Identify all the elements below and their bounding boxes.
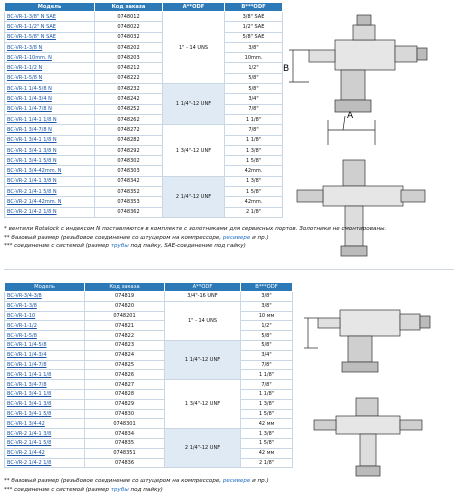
system-connection-size: 7/8" xyxy=(241,380,293,390)
header-b-odf: B***ODF xyxy=(225,3,283,12)
model-link[interactable]: BC-VR-1-3/8" N SAE xyxy=(5,12,95,22)
model-link[interactable]: BC-VR-2 1/4-42 xyxy=(5,448,85,458)
order-code: 0748272 xyxy=(95,125,163,135)
order-code: 0748032 xyxy=(95,32,163,42)
model-link[interactable]: BC-VR-1-1/2 xyxy=(5,321,85,331)
model-link[interactable]: BC-VR-1 3/4-1 1/8 xyxy=(5,389,85,399)
table-row xyxy=(5,389,293,399)
order-code: 074823 xyxy=(85,340,165,350)
model-link[interactable]: BC-VR-2 1/4-42mm. N xyxy=(5,197,95,207)
order-code: 0748352 xyxy=(95,187,163,197)
model-link[interactable]: BC-VR-2 1/4-1 3/8 xyxy=(5,429,85,439)
system-connection-size: 1 3/8" xyxy=(241,399,293,409)
model-link[interactable]: BC-VR-1-1/2" N SAE xyxy=(5,22,95,32)
order-code: 0748012 xyxy=(95,12,163,22)
valve-drawing-bottom xyxy=(300,290,450,480)
system-connection-size: 1/2" SAE xyxy=(225,22,283,32)
base-thread-size: 3/4"-16 UNF xyxy=(165,292,241,302)
system-connection-size: 1 1/8" xyxy=(241,370,293,380)
system-connection-size: 5/8" xyxy=(241,331,293,341)
model-link[interactable]: BC-VR-1-5/8 N xyxy=(5,73,95,83)
model-link[interactable]: BC-VR-1-5/8 xyxy=(5,331,85,341)
table-row xyxy=(5,22,283,32)
base-thread-size: 1 3/4"-12 UNF xyxy=(165,380,241,429)
table-row xyxy=(5,419,293,429)
system-connection-size: 1 1/8" xyxy=(225,135,283,145)
model-link[interactable]: BC-VR-1 1/4-1 1/8 xyxy=(5,370,85,380)
notes-block-2 xyxy=(4,477,454,494)
table-row xyxy=(5,207,283,217)
model-link[interactable]: BC-VR-2 1/4-1 5/8 xyxy=(5,438,85,448)
order-code: 0748242 xyxy=(95,94,163,104)
system-connection-size: 1 1/8" xyxy=(241,389,293,399)
table-row xyxy=(5,84,283,94)
table-row xyxy=(5,301,293,311)
table-row xyxy=(5,156,283,166)
table-header-row xyxy=(5,283,293,292)
rotalock-table xyxy=(4,282,293,468)
table-header-row xyxy=(5,3,283,12)
system-connection-size: 1 5/8" xyxy=(225,156,283,166)
system-connection-size: 42mm. xyxy=(225,166,283,176)
order-code: 0748232 xyxy=(95,84,163,94)
note-base-size: ** базовый размер (резьбовое соединение со штуцером на компрессоре, ресивере и пр.) xyxy=(4,478,269,484)
system-connection-size: 3/8" xyxy=(225,42,283,52)
table-row xyxy=(5,331,293,341)
order-code: 0748222 xyxy=(95,73,163,83)
table-row xyxy=(5,311,293,321)
base-thread-size: 1" - 14 UNS xyxy=(165,301,241,340)
model-link[interactable]: BC-VR-1 3/4-1 5/8 N xyxy=(5,156,95,166)
order-code: 0748351 xyxy=(85,448,165,458)
system-connection-size: 1 1/8" xyxy=(225,114,283,124)
note-system-connection: *** соединение с системой (размер трубы под пайку) xyxy=(4,486,163,493)
model-link[interactable]: BC-VR-3/4-3/8 xyxy=(5,292,85,302)
system-connection-size: 1/2" xyxy=(225,63,283,73)
order-code: 074826 xyxy=(85,370,165,380)
model-link[interactable]: BC-VR-2 1/4-2 1/8 xyxy=(5,458,85,468)
system-connection-size: 3/4" xyxy=(225,94,283,104)
order-code: 074830 xyxy=(85,409,165,419)
model-link[interactable]: BC-VR-1-5/8" N SAE xyxy=(5,32,95,42)
section-divider xyxy=(4,269,454,270)
model-link[interactable]: BC-VR-1 3/4-1 5/8 xyxy=(5,409,85,419)
model-link[interactable]: BC-VR-1 1/4-7/8 N xyxy=(5,104,95,114)
order-code: 0748022 xyxy=(95,22,163,32)
order-code: 0748302 xyxy=(95,156,163,166)
system-connection-size: 1 5/8" xyxy=(241,438,293,448)
order-code: 074819 xyxy=(85,292,165,302)
system-connection-size: 3/8" xyxy=(241,292,293,302)
model-link[interactable]: BC-VR-1 1/4-3/4 xyxy=(5,350,85,360)
order-code: 0748262 xyxy=(95,114,163,124)
order-code: 0748202 xyxy=(95,42,163,52)
order-code: 074825 xyxy=(85,360,165,370)
dim-label-a: A xyxy=(347,111,354,121)
system-connection-size: 3/8" SAE xyxy=(225,12,283,22)
model-link[interactable]: BC-VR-1 3/4-1 1/8 N xyxy=(5,135,95,145)
order-code: 074822 xyxy=(85,331,165,341)
header-code: Код заказа xyxy=(95,3,163,12)
base-thread-size: 2 1/4"-12 UNF xyxy=(163,176,225,217)
note-system-connection: *** соединение с системой (размер трубы под пайку, SAE-соединение под гайку) xyxy=(4,243,246,249)
order-code: 0748282 xyxy=(95,135,163,145)
dim-label-b: B xyxy=(283,64,290,74)
table-row xyxy=(5,438,293,448)
order-code: 0748212 xyxy=(95,63,163,73)
header-code: Код заказа xyxy=(85,283,165,292)
table-row xyxy=(5,125,283,135)
model-link[interactable]: BC-VR-1-3/8 xyxy=(5,301,85,311)
table-row xyxy=(5,458,293,468)
header-b-odf: B***ODF xyxy=(241,283,293,292)
base-thread-size: 1 3/4"-12 UNF xyxy=(163,125,225,176)
model-link[interactable]: BC-VR-1-1/2 N xyxy=(5,63,95,73)
system-connection-size: 2 1/8" xyxy=(225,207,283,217)
system-connection-size: 42mm. xyxy=(225,197,283,207)
model-link[interactable]: BC-VR-1 1/4-7/8 xyxy=(5,360,85,370)
system-connection-size: 10 мм xyxy=(241,311,293,321)
system-connection-size: 5/8" xyxy=(225,84,283,94)
system-connection-size: 42 мм xyxy=(241,448,293,458)
model-link[interactable]: BC-VR-1 1/4-5/8 N xyxy=(5,84,95,94)
header-model: Модель xyxy=(5,3,95,12)
table-row xyxy=(5,73,283,83)
table-row xyxy=(5,409,293,419)
system-connection-size: 42 мм xyxy=(241,419,293,429)
table-row xyxy=(5,448,293,458)
table-row xyxy=(5,166,283,176)
system-connection-size: 5/8" xyxy=(241,340,293,350)
order-code: 0748301 xyxy=(85,419,165,429)
header-a-odf: A**ODF xyxy=(165,283,241,292)
model-link[interactable]: BC-VR-2 1/4-1 3/8 N xyxy=(5,176,95,186)
table-row xyxy=(5,429,293,439)
receiver-link[interactable]: ресивере xyxy=(222,478,251,484)
system-connection-size: 1 5/8" xyxy=(225,187,283,197)
order-code: 074827 xyxy=(85,380,165,390)
table-row xyxy=(5,32,283,42)
system-connection-size: 10mm. xyxy=(225,53,283,63)
base-thread-size: 1" - 14 UNS xyxy=(163,12,225,84)
model-link[interactable]: BC-VR-1 1/4-3/4 N xyxy=(5,94,95,104)
header-model: Модель xyxy=(5,283,85,292)
order-code: 074828 xyxy=(85,389,165,399)
system-connection-size: 1 3/8" xyxy=(225,176,283,186)
system-connection-size: 7/8" xyxy=(241,360,293,370)
model-link[interactable]: BC-VR-2 1/4-1 5/8 N xyxy=(5,187,95,197)
table-row xyxy=(5,42,283,52)
order-code: 0748252 xyxy=(95,104,163,114)
header-a-odf: A**ODF xyxy=(163,3,225,12)
system-connection-size: 5/8" SAE xyxy=(225,32,283,42)
table-row xyxy=(5,176,283,186)
table-row xyxy=(5,94,283,104)
model-link[interactable]: BC-VR-1 1/4-5/8 xyxy=(5,340,85,350)
order-code: 074829 xyxy=(85,399,165,409)
order-code: 0748303 xyxy=(95,166,163,176)
order-code: 0748362 xyxy=(95,207,163,217)
order-code: 074834 xyxy=(85,429,165,439)
table-row xyxy=(5,187,283,197)
model-link[interactable]: BC-VR-2 1/4-2 1/8 N xyxy=(5,207,95,217)
model-link[interactable]: BC-VR-1-3/8 N xyxy=(5,42,95,52)
base-thread-size: 1 1/4"-12 UNF xyxy=(165,340,241,379)
model-link[interactable]: BC-VR-1 3/4-42 xyxy=(5,419,85,429)
base-thread-size: 2 1/4"-12 UNF xyxy=(165,429,241,468)
table-row xyxy=(5,135,283,145)
model-link[interactable]: BC-VR-1-10 xyxy=(5,311,85,321)
table-row xyxy=(5,360,293,370)
system-connection-size: 1 3/8" xyxy=(241,429,293,439)
table-row xyxy=(5,399,293,409)
table-row xyxy=(5,292,293,302)
table-row xyxy=(5,145,283,155)
rotalock-n-table xyxy=(4,2,283,218)
model-link[interactable]: BC-VR-1-10mm. N xyxy=(5,53,95,63)
table-row xyxy=(5,370,293,380)
system-connection-size: 3/4" xyxy=(241,350,293,360)
table-row xyxy=(5,380,293,390)
system-connection-size: 7/8" xyxy=(225,104,283,114)
note-n-suffix: * вентили Rotalock с индексом N поставляются в комплекте с золотниками для сервисных портов. Золотники не смонтированы. xyxy=(4,226,387,232)
order-code: 074835 xyxy=(85,438,165,448)
order-code: 074824 xyxy=(85,350,165,360)
order-code: 074820 xyxy=(85,301,165,311)
model-link[interactable]: BC-VR-1 3/4-1 3/8 xyxy=(5,399,85,409)
system-connection-size: 1 5/8" xyxy=(241,409,293,419)
order-code: 074836 xyxy=(85,458,165,468)
model-link[interactable]: BC-VR-1 1/4-1 1/8 N xyxy=(5,114,95,124)
table-row xyxy=(5,197,283,207)
table-row xyxy=(5,340,293,350)
model-link[interactable]: BC-VR-1 3/4-7/8 xyxy=(5,380,85,390)
notes-block-1 xyxy=(4,225,454,251)
tube-link[interactable]: трубы xyxy=(110,486,129,493)
system-connection-size: 5/8" xyxy=(225,73,283,83)
order-code: 074821 xyxy=(85,321,165,331)
note-base-size: ** базовый размер (резьбовое соединение со штуцером на компрессоре, ресивере и пр.) xyxy=(4,234,269,241)
table-row xyxy=(5,63,283,73)
table-row xyxy=(5,114,283,124)
system-connection-size: 1 3/8" xyxy=(225,145,283,155)
table-row xyxy=(5,104,283,114)
order-code: 0748203 xyxy=(95,53,163,63)
system-connection-size: 2 1/8" xyxy=(241,458,293,468)
table-row xyxy=(5,12,283,22)
order-code: 0748201 xyxy=(85,311,165,321)
table-row xyxy=(5,53,283,63)
tube-link[interactable]: трубы xyxy=(110,243,129,249)
order-code: 0748292 xyxy=(95,145,163,155)
system-connection-size: 1/2" xyxy=(241,321,293,331)
system-connection-size: 3/8" xyxy=(241,301,293,311)
model-link[interactable]: BC-VR-1 3/4-7/8 N xyxy=(5,125,95,135)
system-connection-size: 7/8" xyxy=(225,125,283,135)
receiver-link[interactable]: ресивере xyxy=(222,234,251,241)
order-code: 0748342 xyxy=(95,176,163,186)
table-row xyxy=(5,350,293,360)
model-link[interactable]: BC-VR-1 3/4-1 3/8 N xyxy=(5,145,95,155)
table-row xyxy=(5,321,293,331)
model-link[interactable]: BC-VR-1 3/4-42mm. N xyxy=(5,166,95,176)
base-thread-size: 1 1/4"-12 UNF xyxy=(163,84,225,125)
order-code: 0748353 xyxy=(95,197,163,207)
